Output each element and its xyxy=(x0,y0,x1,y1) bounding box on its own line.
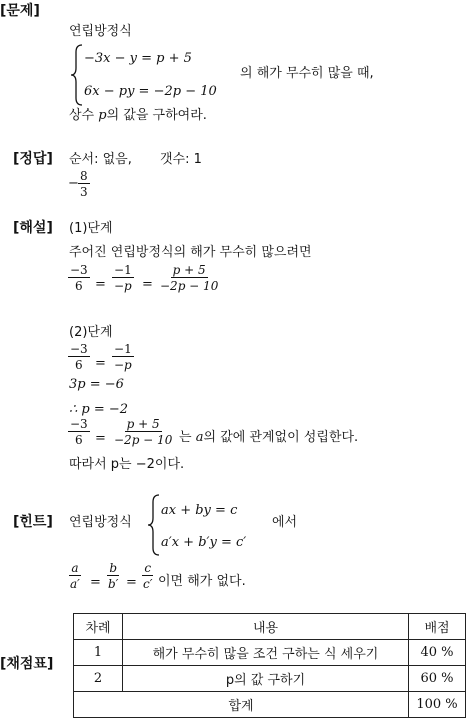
solution-frac-e xyxy=(112,343,134,371)
answer-tag: [정답] xyxy=(13,151,53,167)
solution-frac-a-num: −3 xyxy=(70,263,88,277)
hint-frac-a-den: a′ xyxy=(70,577,80,591)
problem-condition: 의 해가 무수히 많을 때, xyxy=(240,66,374,81)
solution-line-3p: 3p = −6 xyxy=(69,377,124,392)
hint-frac-c xyxy=(141,562,154,590)
answer-count: 갯수: 1 xyxy=(160,152,202,167)
solution-frac-g-den: −2p − 10 xyxy=(114,433,173,447)
answer-fraction xyxy=(78,170,90,198)
problem-tag: [문제] xyxy=(0,3,40,19)
problem-intro: 연립방정식 xyxy=(69,24,132,39)
solution-frac-a-den: 6 xyxy=(75,279,83,293)
row-content: 해가 무수히 많을 조건 구하는 식 세우기 xyxy=(123,640,409,666)
solution-tag: [해설] xyxy=(13,220,53,236)
hint-frac-a xyxy=(68,562,82,590)
answer-order: 순서: 없음, xyxy=(69,152,132,167)
solution-final: 따라서 p는 −2이다. xyxy=(69,457,185,472)
table-header-row xyxy=(74,614,466,640)
scoring-tag: [채점표] xyxy=(0,656,54,672)
scoring-table xyxy=(73,613,466,718)
total-label: 합계 xyxy=(74,692,409,718)
hint-frac-b-num: b xyxy=(109,561,118,575)
solution-frac-c-num: p + 5 xyxy=(172,263,206,277)
solution-note-pre: 는 xyxy=(179,430,192,445)
hint-intro: 연립방정식 xyxy=(69,515,132,530)
equals-sign: = xyxy=(126,575,137,590)
hint-frac-a-num: a xyxy=(71,561,79,575)
hint-equation-1: ax + by = c xyxy=(161,503,238,518)
solution-frac-b-den: −p xyxy=(114,279,132,293)
problem-equation-1: −3x − y = p + 5 xyxy=(84,51,192,66)
total-score: 100 % xyxy=(409,692,466,718)
problem-ask-pre: 상수 xyxy=(69,108,95,123)
hint-tail: 이면 해가 없다. xyxy=(158,574,246,589)
problem-brace-icon xyxy=(70,44,84,106)
hint-equation-2: a′x + b′y = c′ xyxy=(161,535,247,550)
answer-denominator: 3 xyxy=(80,185,88,199)
solution-frac-d-num: −3 xyxy=(70,342,88,356)
solution-frac-a xyxy=(68,264,90,292)
solution-note-post: 의 값에 관계없이 성립한다. xyxy=(203,430,359,445)
solution-frac-e-den: −p xyxy=(114,358,132,372)
solution-note xyxy=(179,431,358,444)
hint-frac-c-den: c′ xyxy=(143,577,153,591)
row-content: p의 값 구하기 xyxy=(123,666,409,692)
table-row xyxy=(74,666,466,692)
solution-frac-b-num: −1 xyxy=(114,263,132,277)
problem-ask xyxy=(69,109,207,122)
solution-frac-e-num: −1 xyxy=(114,342,132,356)
solution-frac-f xyxy=(68,418,90,446)
row-order: 2 xyxy=(74,666,123,692)
hint-suffix: 에서 xyxy=(272,515,298,530)
table-row xyxy=(74,640,466,666)
hint-brace-icon xyxy=(147,494,161,556)
answer-numerator: 8 xyxy=(80,169,88,183)
equals-sign: = xyxy=(95,356,106,371)
solution-step2: (2)단계 xyxy=(69,325,113,340)
problem-ask-var: p xyxy=(98,108,107,123)
header-order: 차례 xyxy=(74,614,123,640)
equals-sign: = xyxy=(90,575,101,590)
problem-ask-post: 의 값을 구하여라. xyxy=(106,108,207,123)
solution-frac-c-den: −2p − 10 xyxy=(160,279,219,293)
solution-note-var: a xyxy=(195,430,204,445)
solution-frac-d-den: 6 xyxy=(75,358,83,372)
hint-tag: [힌트] xyxy=(13,514,53,530)
solution-line-p: ∴ p = −2 xyxy=(69,402,129,417)
hint-frac-b-den: b′ xyxy=(108,577,119,591)
hint-frac-b xyxy=(106,562,120,590)
solution-frac-c xyxy=(158,264,220,292)
hint-frac-c-num: c xyxy=(144,561,152,575)
row-order: 1 xyxy=(74,640,123,666)
equals-sign: = xyxy=(142,277,153,292)
header-content: 내용 xyxy=(123,614,409,640)
equals-sign: = xyxy=(95,431,106,446)
solution-frac-f-num: −3 xyxy=(70,417,88,431)
solution-frac-g xyxy=(112,418,174,446)
table-total-row xyxy=(74,692,466,718)
solution-frac-g-num: p + 5 xyxy=(126,417,160,431)
solution-frac-b xyxy=(112,264,134,292)
equals-sign: = xyxy=(95,277,106,292)
row-score: 60 % xyxy=(409,666,466,692)
row-score: 40 % xyxy=(409,640,466,666)
solution-frac-d xyxy=(68,343,90,371)
solution-frac-f-den: 6 xyxy=(75,433,83,447)
header-score: 배점 xyxy=(409,614,466,640)
answer-sign: − xyxy=(68,176,79,191)
problem-equation-2: 6x − py = −2p − 10 xyxy=(84,84,217,99)
solution-step1-text: 주어진 연립방정식의 해가 무수히 많으려면 xyxy=(69,245,312,260)
solution-step1: (1)단계 xyxy=(69,221,113,236)
